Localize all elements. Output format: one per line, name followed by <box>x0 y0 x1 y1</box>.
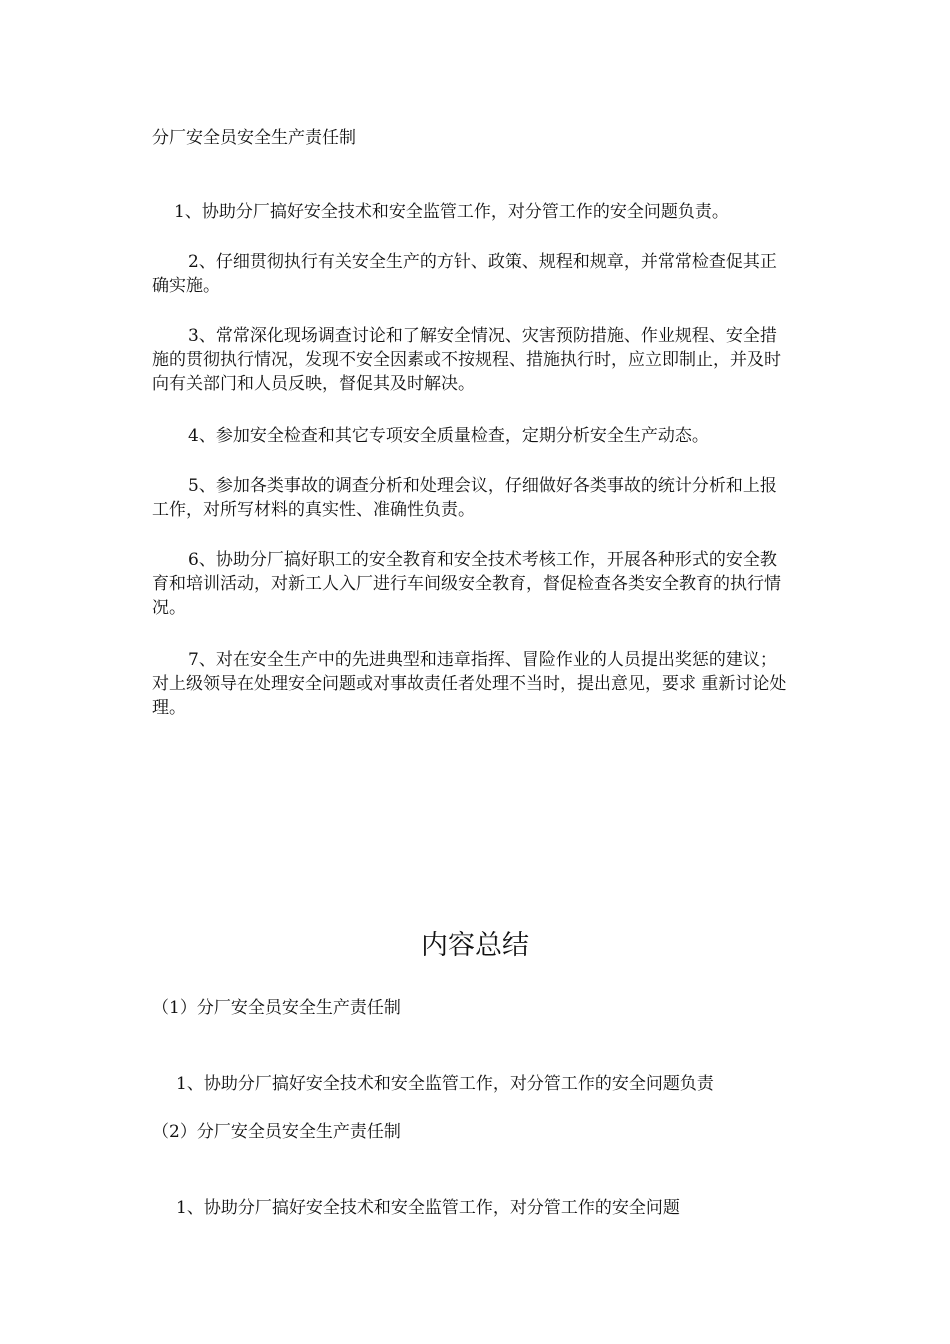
summary-entry-1-label: （1）分厂安全员安全生产责任制 <box>152 998 401 1018</box>
clause-4: 4、参加安全检查和其它专项安全质量检查，定期分析安全生产动态。 <box>188 426 709 446</box>
summary-heading: 内容总结 <box>421 930 529 961</box>
clause-1: 1、协助分厂搞好安全技术和安全监管工作，对分管工作的安全问题负责。 <box>174 202 729 222</box>
summary-entry-2-label: （2）分厂安全员安全生产责任制 <box>152 1122 401 1142</box>
clause-7: 7、对在安全生产中的先进典型和违章指挥、冒险作业的人员提出奖惩的建议；对上级领导在处理安全问题或对事故责任者处理不当时，提出意见，要求 重新讨论处理。 <box>152 650 787 718</box>
clause-5: 5、参加各类事故的调查分析和处理会议，仔细做好各类事故的统计分析和上报工作，对所写材料的真实性、准确性负责。 <box>152 476 777 520</box>
clause-2: 2、仔细贯彻执行有关安全生产的方针、政策、规程和规章，并常常检查促其正确实施。 <box>152 252 777 296</box>
summary-entry-1-text: 1、协助分厂搞好安全技术和安全监管工作，对分管工作的安全问题负责 <box>176 1074 714 1094</box>
document-title: 分厂安全员安全生产责任制 <box>152 128 356 148</box>
summary-entry-2-text: 1、协助分厂搞好安全技术和安全监管工作，对分管工作的安全问题 <box>176 1198 680 1218</box>
clause-6: 6、协助分厂搞好职工的安全教育和安全技术考核工作，开展各种形式的安全教育和培训活动，对新工人入厂进行车间级安全教育，督促检查各类安全教育的执行情况。 <box>152 550 781 618</box>
clause-3: 3、常常深化现场调查讨论和了解安全情况、灾害预防措施、作业规程、安全措施的贯彻执行情况，发现不安全因素或不按规程、措施执行时，应立即制止，并及时向有关部门和人员反映，督促其及时解决。 <box>152 326 781 394</box>
